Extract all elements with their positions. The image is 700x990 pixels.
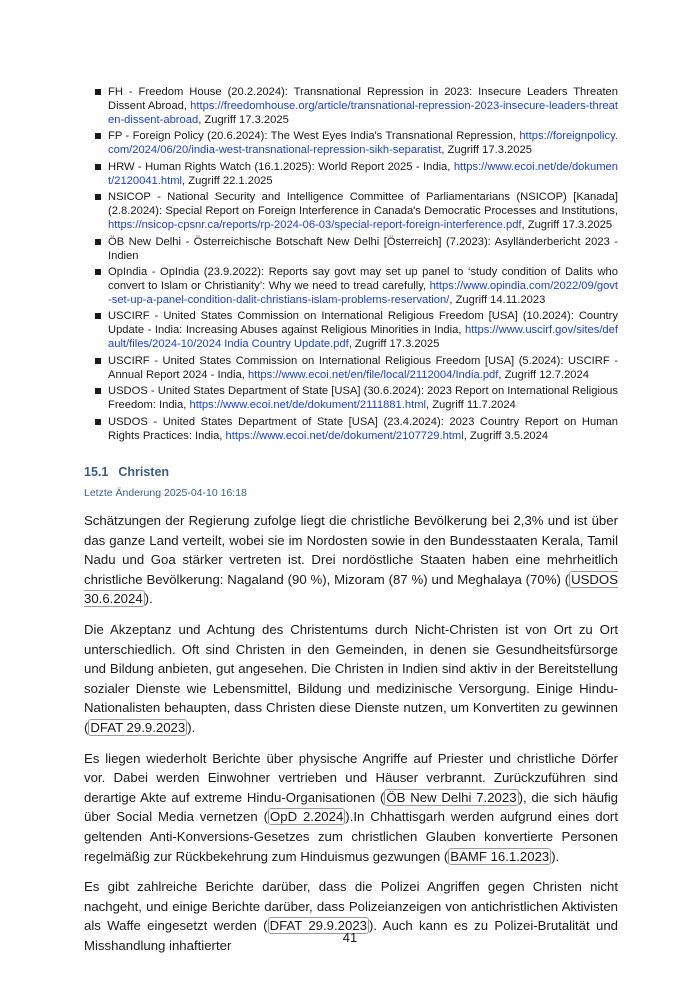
bullet-icon [95,419,101,425]
reference-item [94,129,618,157]
citation-link[interactable]: USDOS 30.6.2024 [84,571,618,607]
reference-item [94,190,618,232]
reference-link[interactable]: https://freedomhouse.org/article/transnational-repression-2023-insecure-leaders-threaten-dissent-abroad [108,100,618,126]
paragraph [84,620,618,738]
reference-item [94,235,618,263]
reference-text: USDOS - United States Department of State [USA] (30.6.2024): 2023 Report on International Religious Freedom: India, [108,385,618,412]
reference-access: , Zugriff 11.7.2024 [426,399,516,412]
reference-item [94,85,618,127]
bullet-icon [95,313,101,319]
paragraph-text: ).In Chhattisgarh werden aufgrund eines dort geltenden Anti-Konversions-Gesetzes zum christlichen Glauben konvertierte Personen regelmäßig zur Rückbekehrung zum Hinduismus gezwungen ( [84,809,618,864]
paragraph-text: Schätzungen der Regierung zufolge liegt die christliche Bevölkerung bei 2,3% und ist über das ganze Land verteilt, wobei sie im Nordosten sowie in den Bundesstaaten Kerala, Tamil Nadu und Goa stärker vertreten ist. Drei nordöstliche Staaten haben eine mehrheitlich christliche Bevölkerung: Nagaland (90 %), Mizoram (87 %) und Meghalaya (70%) ( [84,513,618,587]
reference-text: OpIndia - OpIndia (23.9.2022): Reports say govt may set up panel to ‘study condition of Dalits who convert to Islam or Christianity’: Why we need to tread carefully, [108,265,618,292]
paragraph-text: Es liegen wiederholt Berichte über physische Angriffe auf Priester und christliche Dörfer vor. Dabei werden Einwohner vertrieben und Häuser verbrannt. Zurückzuführen sind derartige Akte auf extreme Hindu-Organisationen ( [84,750,618,805]
paragraph-text: ). [144,591,153,607]
bullet-icon [95,388,101,394]
reference-access: , Zugriff 3.5.2024 [463,429,549,442]
citation-link[interactable]: DFAT 29.9.2023 [90,719,186,735]
reference-link[interactable]: https://www.ecoi.net/de/dokument/2111881.html [189,399,426,412]
reference-text: USCIRF - United States Commission on International Religious Freedom [USA] (10.2024): Country Update - India: Increasing Abuses against Religious Minorities in India, [108,310,618,337]
reference-link[interactable]: https://www.opindia.com/2022/09/govt-set-up-a-panel-condition-dalit-christians-islam-problems-reservation/ [108,279,618,306]
citation-link[interactable]: OpD 2.2024 [269,809,344,825]
reference-item [94,309,618,351]
reference-item [94,384,618,412]
paragraph-text: ). [187,719,196,735]
reference-item [94,265,618,307]
paragraph [84,749,618,867]
reference-item [94,160,618,188]
bullet-icon [95,269,101,275]
reference-text: FP - Foreign Policy (20.6.2024): The West Eyes India's Transnational Repression, [108,130,520,143]
reference-text: USCIRF - United States Commission on International Religious Freedom [USA] (5.2024): USCIRF - Annual Report 2024 - India, [108,354,618,381]
reference-link[interactable]: https://www.ecoi.net/de/dokument/2120041.html [108,160,618,187]
reference-link[interactable]: https://www.uscirf.gov/sites/default/files/2024-10/2024 India Country Update.pdf [108,324,618,351]
section-title: Christen [118,465,170,479]
reference-item [94,354,618,382]
paragraph-text: Es gibt zahlreiche Berichte darüber, dass die Polizei Angriffen gegen Christen nicht nachgeht, und einige Berichte darüber, dass Polizeianzeigen von antichristlichen Aktivisten als Waffe eingesetzt werden ( [84,879,618,934]
page-number: 41 [342,930,358,945]
reference-access: , Zugriff 14.11.2023 [449,293,546,306]
reference-access: , Zugriff 22.1.2025 [182,174,273,187]
section-heading [84,465,169,479]
bullet-icon [95,239,101,245]
citation-link[interactable]: BAMF 16.1.2023 [450,848,550,864]
bullet-icon [95,89,101,95]
reference-text: ÖB New Delhi - Österreichische Botschaft New Delhi [Österreich] (7.2023): Asylländerbericht 2023 - Indien [108,235,618,262]
reference-text: HRW - Human Rights Watch (16.1.2025): World Report 2025 - India, [108,160,454,173]
section-body [84,511,618,966]
reference-text: USDOS - United States Department of State [USA] (23.4.2024): 2023 Country Report on Human Rights Practices: India, [108,415,618,442]
reference-link[interactable]: https://www.ecoi.net/en/file/local/2112004/India.pdf [247,368,499,381]
paragraph-text: Die Akzeptanz und Achtung des Christentums durch Nicht-Christen ist von Ort zu Ort unterschiedlich. Oft sind Christen in den Gemeinden, in denen sie Gesundheitsfürsorge und Bildung anbieten, gut angesehen. Die Christen in Indien sind aktiv in der Bereitstellung sozialer Dienste wie Lebensmittel, Bildung und medizinische Versorgung. Einige Hindu-Nationalisten behaupten, dass Christen diese Dienste nutzen, um Konvertiten zu gewinnen ( [84,621,618,735]
bullet-icon [95,358,101,364]
reference-access: , Zugriff 17.3.2025 [348,338,440,351]
reference-text: NSICOP - National Security and Intelligence Committee of Parliamentarians (NSICOP) [Kanada] (2.8.2024): Special Report on Foreign Interference in Canada's Democratic Processes and Institutions, [108,191,618,218]
bullet-icon [95,194,101,200]
reference-access: , Zugriff 17.3.2025 [441,144,532,157]
paragraph-text: ). Auch kann es zu Polizei-Brutalität und Misshandlung inhaftierter [84,918,618,953]
reference-item [94,415,618,443]
citation-link[interactable]: ÖB New Delhi 7.2023 [386,789,517,805]
section-number: 15.1 [84,465,109,479]
last-change-date: Letzte Änderung 2025-04-10 16:18 [84,487,247,499]
reference-list [94,85,618,445]
bullet-icon [95,133,101,139]
paragraph-text: ), die sich häufig über Social Media vernetzen ( [84,789,618,825]
reference-access: , Zugriff 12.7.2024 [498,368,589,381]
reference-access: , Zugriff 17.3.2025 [521,219,613,232]
reference-access: , Zugriff 17.3.2025 [198,114,289,126]
reference-link[interactable]: https://nsicop-cpsnr.ca/reports/rp-2024-06-03/special-report-foreign-interference.pdf [108,219,522,232]
reference-link[interactable]: https://foreignpolicy.com/2024/06/20/india-west-transnational-repression-sikh-separatist [108,130,618,157]
reference-text: FH - Freedom House (20.2.2024): Transnational Repression in 2023: Insecure Leaders Threaten Dissent Abroad, [108,86,618,112]
reference-link[interactable]: https://www.ecoi.net/de/dokument/2107729.html [225,429,464,442]
citation-link[interactable]: DFAT 29.9.2023 [269,918,368,934]
paragraph [84,511,618,609]
bullet-icon [95,164,101,170]
paragraph-text: ). [551,848,560,864]
